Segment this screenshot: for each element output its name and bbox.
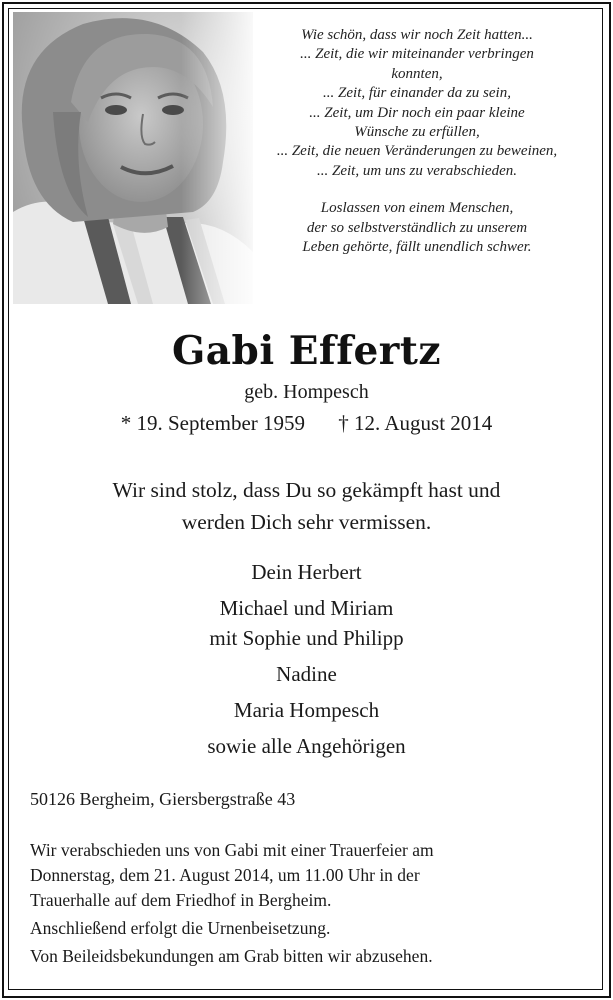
poem-line: der so selbstverständlich zu unserem [306,219,528,236]
info-line: Trauerhalle auf dem Friedhof in Bergheim. [30,890,332,910]
mourner: Dein Herbert [251,560,362,584]
portrait-photo-icon [13,12,253,304]
poem-line: Wünsche zu erfüllen, [354,124,480,141]
address: 50126 Bergheim, Giersbergstraße 43 [30,789,296,809]
poem-line: Leben gehörte, fällt unendlich schwer. [302,239,532,256]
poem-line: ... Zeit, um Dir noch ein paar kleine [309,104,525,121]
portrait-photo [13,12,253,304]
birth-date: * 19. September 1959 [120,411,306,435]
life-dates [0,411,613,436]
poem-line: ... Zeit, die neuen Veränderungen zu beweinen, [276,143,558,160]
poem-line: Wie schön, dass wir noch Zeit hatten... [301,27,533,43]
poem-line: ... Zeit, die wir miteinander verbringen [300,46,534,63]
service-info [30,838,590,969]
mourner: sowie alle Angehörigen [207,734,406,758]
poem-line: konnten, [391,65,443,82]
deceased-name: Gabi Effertz [171,328,442,374]
info-line: Anschließend erfolgt die Urnenbeisetzung. [30,918,331,938]
mourner: mit Sophie und Philipp [209,626,404,650]
mourner: Maria Hompesch [233,698,380,722]
mourners-list [0,557,613,761]
maiden-name: geb. Hompesch [244,381,369,403]
info-line: Wir verabschieden uns von Gabi mit einer Trauerfeier am [30,840,434,860]
info-line: Von Beileidsbekundungen am Grab bitten wir abzusehen. [30,946,433,966]
mourner: Michael und Miriam [219,596,394,620]
mourner: Nadine [276,662,337,686]
poem-line: ... Zeit, um uns zu verabschieden. [317,162,517,179]
poem-line: Loslassen von einem Menschen, [320,200,514,217]
tribute-line: werden Dich sehr vermissen. [181,510,432,534]
poem [258,26,576,257]
poem-line: ... Zeit, für einander da zu sein, [323,85,511,102]
tribute-text [0,474,613,538]
death-date: † 12. August 2014 [338,411,493,435]
tribute-line: Wir sind stolz, dass Du so gekämpft hast und [112,478,501,502]
info-line: Donnerstag, dem 21. August 2014, um 11.00 Uhr in der [30,865,420,885]
